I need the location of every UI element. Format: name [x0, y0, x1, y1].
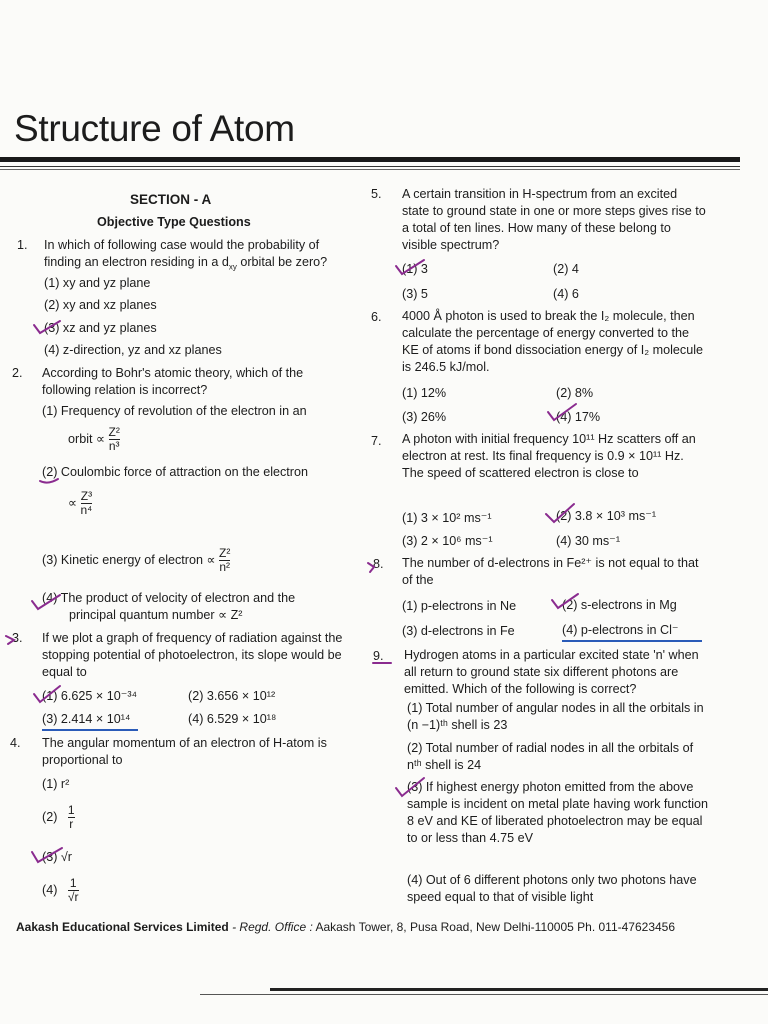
q2-option-3: (3) Kinetic energy of electron ∝ $\frac{\text{Z²}}{\text{n²}}$ — [42, 546, 231, 574]
q8-option-3: (3) d-electrons in Fe — [402, 624, 515, 638]
q4-option-3: (3) √r — [42, 850, 72, 864]
title-rule-thin — [0, 166, 740, 167]
q5-text: A certain transition in H-spectrum from an excited state to ground state in one or more steps gives rise to a total of ten lines. How many of these belong to visible spectrum? — [402, 187, 706, 252]
page-title: Structure of Atom — [14, 108, 295, 149]
q3-text: If we plot a graph of frequency of radiation against the stopping potential of photoelectron, its slope would be equal to — [42, 631, 343, 679]
q3-option-3: (3) 2.414 × 10¹⁴ — [42, 712, 131, 726]
q8-text: The number of d-electrons in Fe²⁺ is not equal to that of the — [402, 556, 699, 587]
q6-text: 4000 Å photon is used to break the I₂ molecule, then calculate the percentage of energy converted to the KE of atoms if bond dissociation energy of I₂ molecule is 246.5 kJ/mol. — [402, 309, 704, 374]
q3-underline — [42, 729, 138, 731]
q3-option-1: (1) 6.625 × 10⁻³⁴ — [42, 689, 138, 703]
q1-text: In which of following case would the probability of finding an electron residing in a $d_{xy}$ orbital be zero? — [44, 238, 328, 272]
q5-option-4: (4) 6 — [553, 287, 579, 301]
q9-option-2: (2) Total number of radial nodes in all the orbitals of nᵗʰ shell is 24 — [407, 741, 694, 772]
q7-option-1: (1) 3 × 10² ms⁻¹ — [402, 511, 492, 525]
q2-option-1: (1) Frequency of revolution of the electron in an — [42, 404, 307, 418]
q2-text: According to Bohr's atomic theory, which of the following relation is incorrect? — [42, 366, 304, 397]
q4-option-4: (4) $\frac{1}{√r}$ — [42, 876, 79, 904]
section-subtitle: Objective Type Questions — [97, 215, 251, 229]
q1-option-3: (3) xz and yz planes — [44, 321, 157, 335]
q5-option-3: (3) 5 — [402, 287, 428, 301]
q1-option-1: (1) xy and yz plane — [44, 276, 151, 290]
footer-company: Aakash Educational Services Limited — [16, 920, 229, 934]
section-heading: SECTION - A — [130, 192, 212, 207]
q8-underline — [562, 640, 702, 642]
footer-address: Aakash Tower, 8, Pusa Road, New Delhi-110005 Ph. 011-47623456 — [312, 920, 676, 934]
q1-number: 1. — [17, 238, 28, 252]
q2-option-2: (2) Coulombic force of attraction on the electron — [42, 465, 308, 479]
q9-option-3: (3) If highest energy photon emitted from the above sample is incident on metal plate having work function 8 eV and KE of liberated photoelectron may be equal to or less than 4.75 eV — [407, 780, 709, 845]
q8-number: 8. — [373, 557, 384, 571]
q9-number: 9. — [373, 649, 384, 663]
q3-option-4: (4) 6.529 × 10¹⁸ — [188, 712, 277, 726]
q6-option-4: (4) 17% — [556, 410, 601, 424]
q1-option-2: (2) xy and xz planes — [44, 298, 157, 312]
q9-option-4: (4) Out of 6 different photons only two photons have speed equal to that of visible light — [407, 873, 697, 904]
q1-option-4: (4) z-direction, yz and xz planes — [44, 343, 222, 357]
q6-number: 6. — [371, 310, 382, 324]
q2-option-4: (4) The product of velocity of electron and the — [42, 591, 296, 605]
q4-option-1: (1) r² — [42, 777, 70, 791]
title-rule — [0, 157, 740, 162]
q3-number: 3. — [12, 631, 23, 645]
footer-office-label: - Regd. Office : — [228, 920, 313, 934]
q7-number: 7. — [371, 434, 382, 448]
q5-number: 5. — [371, 187, 382, 201]
footer — [16, 920, 675, 934]
q8-option-4: (4) p-electrons in Cl⁻ — [562, 623, 679, 637]
q9-option-1: (1) Total number of angular nodes in all the orbitals in (n −1)ᵗʰ shell is 23 — [407, 701, 704, 732]
q9-text: Hydrogen atoms in a particular excited state 'n' when all return to ground state six different photons are emitted. Which of the following is correct? — [404, 648, 699, 696]
title-rule-thin-2 — [0, 169, 740, 170]
footer-rule-thin — [200, 994, 768, 995]
q6-option-2: (2) 8% — [556, 386, 594, 400]
q8-option-1: (1) p-electrons in Ne — [402, 599, 517, 613]
q7-text: A photon with initial frequency 10¹¹ Hz scatters off an electron at rest. Its final frequency is 0.9 × 10¹¹ Hz. The speed of scattered electron is close to — [402, 432, 696, 480]
q7-option-3: (3) 2 × 10⁶ ms⁻¹ — [402, 534, 493, 548]
q2-option-1-formula: orbit ∝ $\frac{\text{Z²}}{\text{n³}}$ — [68, 425, 120, 453]
q2-option-2-formula: ∝ $\frac{\text{Z³}}{\text{n⁴}}$ — [68, 489, 93, 517]
q6-option-1: (1) 12% — [402, 386, 447, 400]
q5-option-2: (2) 4 — [553, 262, 579, 276]
q4-number: 4. — [10, 736, 21, 750]
q8-option-2: (2) s-electrons in Mg — [562, 598, 677, 612]
q6-option-3: (3) 26% — [402, 410, 447, 424]
q5-option-1: (1) 3 — [402, 262, 428, 276]
q4-text: The angular momentum of an electron of H-atom is proportional to — [42, 736, 327, 767]
q2-option-4-cont: principal quantum number ∝ Z² — [69, 608, 243, 622]
footer-rule — [270, 988, 768, 991]
q3-option-2: (2) 3.656 × 10¹² — [188, 689, 276, 703]
q4-option-2: (2) $\frac{1}{r}$ — [42, 803, 75, 831]
q7-option-2: (2) 3.8 × 10³ ms⁻¹ — [556, 509, 657, 523]
q2-number: 2. — [12, 366, 23, 380]
q7-option-4: (4) 30 ms⁻¹ — [556, 534, 621, 548]
